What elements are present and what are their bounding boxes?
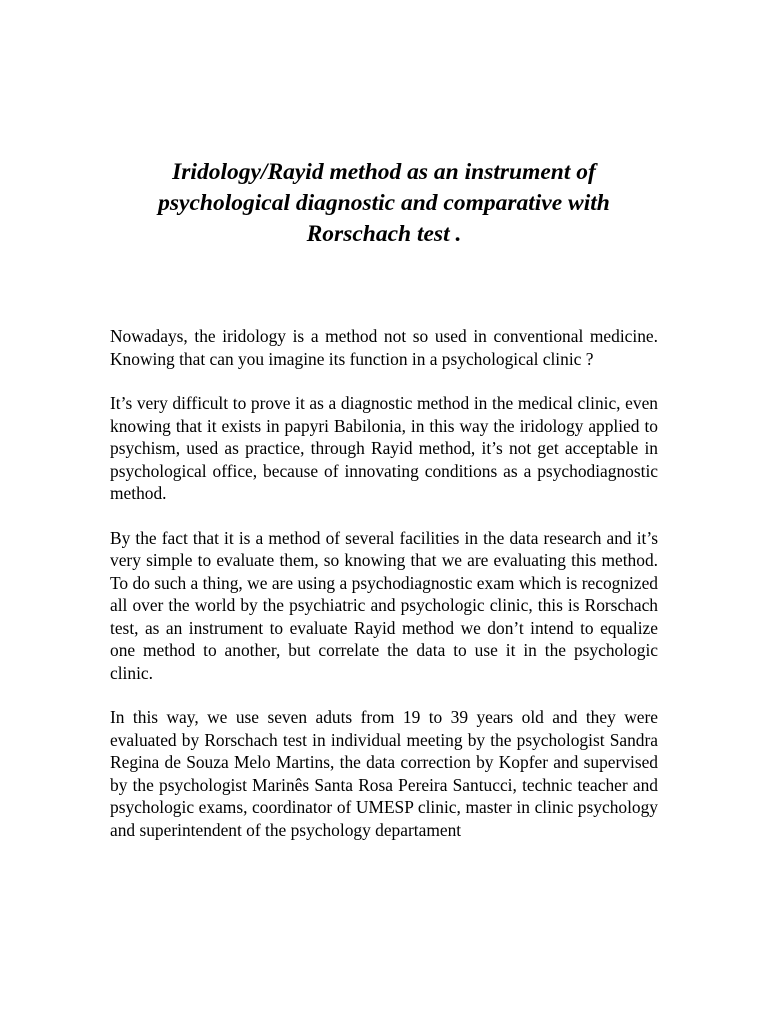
document-title: Iridology/Rayid method as an instrument of psychological diagnostic and comparative with Rorschach test .	[158, 159, 610, 247]
paragraph-3: By the fact that it is a method of several facilities in the data research and it’s very simple to evaluate them, so knowing that we are evaluating this method. To do such a thing, we are using a psychodiagnostic exam which is recognized all over the world by the psychiatric and psychologic clinic, this is Rorschach test, as an instrument to evaluate Rayid method we don’t intend to equalize one method to another, but correlate the data to use it in the psychologic clinic.	[110, 527, 658, 683]
document-body	[110, 325, 658, 863]
paragraph-1: Nowadays, the iridology is a method not so used in conventional medicine. Knowing that can you imagine its function in a psychological clinic ?	[110, 326, 658, 369]
paragraph-2: It’s very difficult to prove it as a diagnostic method in the medical clinic, even knowing that it exists in papyri Babilonia, in this way the iridology applied to psychism, used as practice, through Rayid method, it’s not get acceptable in psychological office, because of innovating conditions as a psychodiagnostic method.	[110, 393, 658, 503]
paragraph-4: In this way, we use seven aduts from 19 to 39 years old and they were evaluated by Rorschach test in individual meeting by the psychologist Sandra Regina de Souza Melo Martins, the data correction by Kopfer and supervised by the psychologist Marinês Santa Rosa Pereira Santucci, technic teacher and psychologic exams, coordinator of UMESP clinic, master in clinic psychology and superintendent of the psychology departament	[110, 707, 658, 840]
